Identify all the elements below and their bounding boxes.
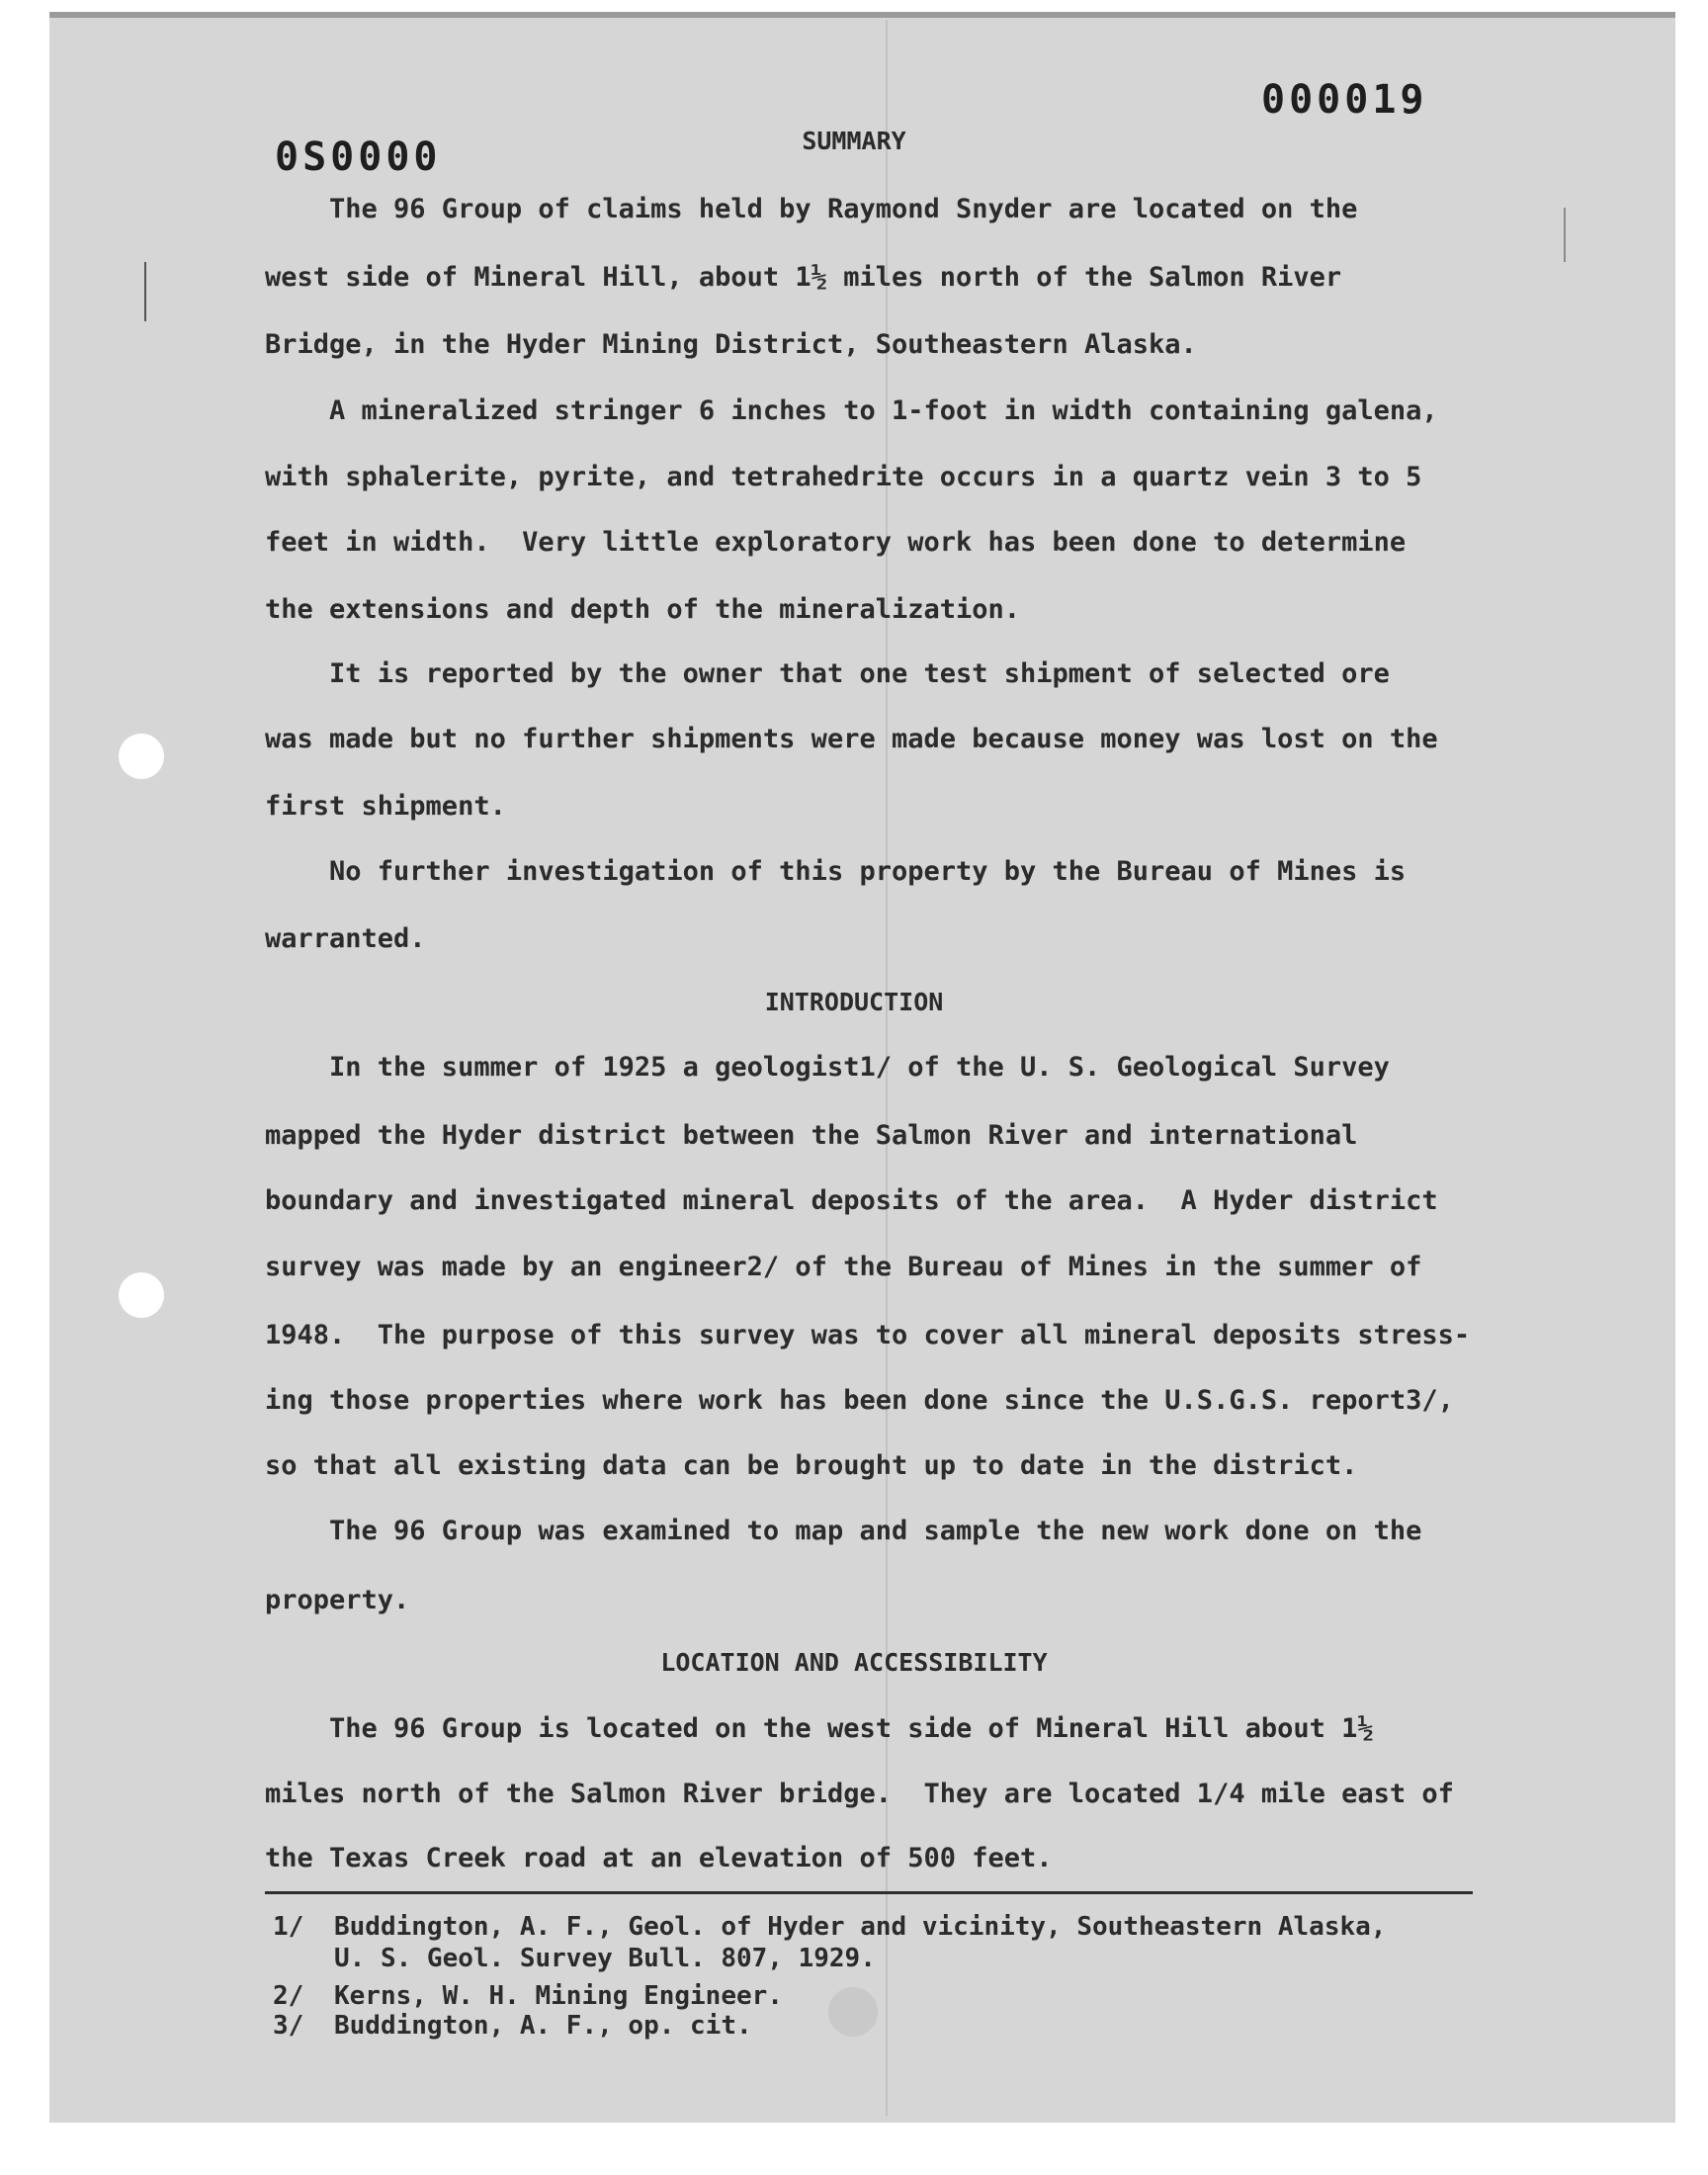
introduction-heading: INTRODUCTION: [764, 988, 944, 1016]
introduction-line: so that all existing data can be brought up to date in the district.: [265, 1450, 1358, 1481]
ink-smudge: [828, 1987, 878, 2037]
page-number-stamp-left: 0S0000: [275, 134, 442, 180]
introduction-line: In the summer of 1925 a geologist1/ of the U. S. Geological Survey: [265, 1052, 1390, 1083]
summary-line: with sphalerite, pyrite, and tetrahedrite occurs in a quartz vein 3 to 5: [265, 462, 1422, 492]
summary-line: The 96 Group of claims held by Raymond Snyder are located on the: [265, 194, 1358, 224]
summary-heading: SUMMARY: [802, 127, 906, 155]
punch-hole: [119, 1272, 164, 1318]
footnote-text: Buddington, A. F., op. cit.: [334, 2011, 752, 2041]
summary-line: west side of Mineral Hill, about 1½ miles north of the Salmon River: [265, 262, 1342, 293]
summary-line: A mineralized stringer 6 inches to 1-foot in width containing galena,: [265, 395, 1438, 426]
punch-hole: [119, 734, 164, 779]
footnote-mark: 1/: [273, 1912, 304, 1942]
summary-line: Bridge, in the Hyder Mining District, Southeastern Alaska.: [265, 329, 1197, 360]
footnote-text: U. S. Geol. Survey Bull. 807, 1929.: [334, 1944, 876, 1973]
summary-line: was made but no further shipments were made because money was lost on the: [265, 724, 1438, 754]
introduction-line: property.: [265, 1585, 410, 1615]
introduction-line: boundary and investigated mineral deposits of the area. A Hyder district: [265, 1185, 1438, 1216]
location-line: the Texas Creek road at an elevation of 500 feet.: [265, 1843, 1053, 1873]
scan-top-edge: [49, 12, 1675, 18]
introduction-line: survey was made by an engineer2/ of the Bureau of Mines in the summer of: [265, 1252, 1422, 1282]
introduction-line: 1948. The purpose of this survey was to cover all mineral deposits stress-: [265, 1320, 1471, 1350]
summary-line: feet in width. Very little exploratory work has been done to determine: [265, 527, 1407, 558]
location-line: The 96 Group is located on the west side of Mineral Hill about 1½: [265, 1713, 1374, 1744]
footnote-mark: 3/: [273, 2011, 304, 2041]
margin-mark: [1564, 208, 1566, 262]
location-line: miles north of the Salmon River bridge. They are located 1/4 mile east of: [265, 1779, 1454, 1809]
summary-line: It is reported by the owner that one test shipment of selected ore: [265, 658, 1390, 689]
summary-line: the extensions and depth of the mineralization.: [265, 594, 1021, 625]
location-heading: LOCATION AND ACCESSIBILITY: [660, 1648, 1048, 1677]
footnote-text: Kerns, W. H. Mining Engineer.: [334, 1981, 783, 2011]
footnote-mark: 2/: [273, 1981, 304, 2011]
summary-line: No further investigation of this property by the Bureau of Mines is: [265, 856, 1407, 887]
summary-line: first shipment.: [265, 791, 506, 822]
page-number-stamp-right: 000019: [1261, 77, 1428, 123]
introduction-line: ing those properties where work has been done since the U.S.G.S. report3/,: [265, 1385, 1454, 1416]
introduction-line: mapped the Hyder district between the Salmon River and international: [265, 1120, 1358, 1151]
footnote-rule: [265, 1891, 1473, 1894]
introduction-line: The 96 Group was examined to map and sample the new work done on the: [265, 1516, 1422, 1546]
summary-line: warranted.: [265, 923, 426, 954]
margin-mark: [144, 262, 146, 321]
footnote-text: Buddington, A. F., Geol. of Hyder and vicinity, Southeastern Alaska,: [334, 1912, 1387, 1942]
